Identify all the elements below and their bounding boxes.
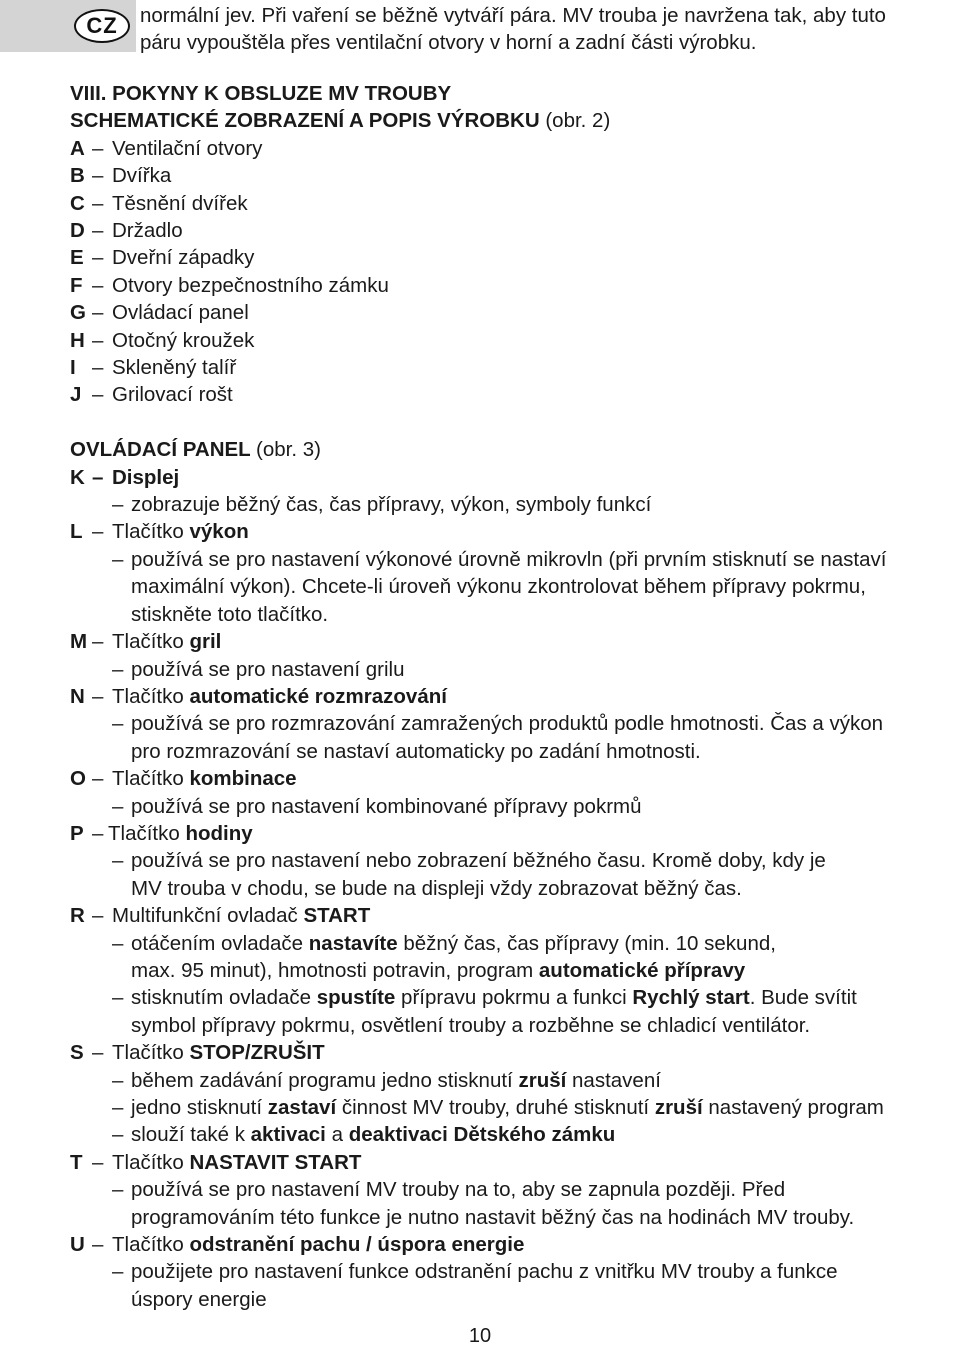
text-run: stisknutím ovladače [131, 986, 312, 1010]
text-run-bold: nastavíte [308, 931, 398, 955]
description-text: používá se pro rozmrazování zamražených produktů podle hmotnosti. Čas a výkon [131, 712, 884, 736]
part-letter: H [70, 328, 85, 352]
text-run: otáčením ovladače [131, 931, 304, 955]
description-text: používá se pro nastavení výkonové úrovně mikrovln (při prvním stisknutí se nastaví [131, 547, 887, 571]
item-description-cont: maximální výkon). Chcete-li úroveň výkonu zkontrolovat během přípravy pokrmu, [131, 575, 866, 599]
item-prefix: Tlačítko [112, 684, 184, 708]
item-description [70, 710, 960, 737]
item-letter: S [70, 1041, 84, 1065]
item-name: START [303, 904, 371, 928]
part-text: Dveřní západky [112, 246, 255, 270]
item-name: výkon [189, 520, 249, 544]
item-dash: – [92, 1233, 104, 1257]
bullet-dash: – [112, 657, 124, 681]
text-run: nastavení [572, 1068, 661, 1092]
section-subtitle-ref: (obr. 2) [545, 109, 611, 133]
item-letter: R [70, 904, 85, 928]
bullet-dash: – [112, 712, 124, 736]
item-dash: – [92, 821, 104, 845]
item-letter: O [70, 767, 86, 791]
item-description [70, 1176, 960, 1203]
text-run: činnost MV trouby, druhé stisknutí [341, 1096, 650, 1120]
bullet-dash: – [112, 493, 124, 517]
text-run-bold: spustíte [316, 986, 396, 1010]
part-dash: – [92, 191, 104, 215]
parts-list [70, 135, 960, 409]
part-item [70, 272, 960, 299]
item-prefix: Tlačítko [112, 630, 184, 654]
part-dash: – [92, 356, 104, 380]
text-run: slouží také k [131, 1123, 245, 1147]
part-text: Ventilační otvory [112, 136, 263, 160]
text-run-bold: zruší [654, 1096, 703, 1120]
item-name: NASTAVIT START [189, 1150, 362, 1174]
item-prefix: Tlačítko [112, 1150, 184, 1174]
item-dash: – [92, 1041, 104, 1065]
part-item [70, 354, 960, 381]
panel-item-m [70, 628, 960, 655]
part-letter: J [70, 383, 82, 407]
bullet-dash: – [112, 547, 124, 571]
item-description [70, 793, 960, 820]
bullet-dash: – [112, 849, 124, 873]
text-run: a [331, 1123, 343, 1147]
item-dash: – [92, 1150, 104, 1174]
item-description-cont: úspory energie [131, 1287, 267, 1311]
text-run-bold: deaktivaci Dětského zámku [348, 1123, 616, 1147]
panel-item-l [70, 518, 960, 545]
item-description [70, 491, 960, 518]
item-letter: L [70, 520, 83, 544]
part-letter: D [70, 219, 85, 243]
item-description-cont [70, 957, 960, 984]
part-text: Držadlo [112, 219, 183, 243]
description-text: zobrazuje běžný čas, čas přípravy, výkon, symboly funkcí [131, 493, 652, 517]
text-run: max. 95 minut), hmotnosti potravin, program [131, 958, 534, 982]
part-letter: A [70, 136, 85, 160]
part-text: Těsnění dvířek [112, 191, 248, 215]
item-dash: – [92, 767, 104, 791]
item-prefix: Tlačítko [112, 1233, 184, 1257]
bullet-dash: – [112, 1260, 124, 1284]
part-dash: – [92, 136, 104, 160]
item-description-cont: pro rozmrazování se nastaví automaticky po zadání hmotnosti. [131, 739, 701, 763]
text-run-bold: automatické přípravy [538, 958, 746, 982]
text-run-bold: Rychlý start [632, 986, 750, 1010]
item-letter: K [70, 465, 85, 489]
part-text: Dvířka [112, 164, 172, 188]
text-run: jedno stisknutí [131, 1096, 263, 1120]
part-dash: – [92, 219, 104, 243]
panel-title-ref: (obr. 3) [256, 438, 321, 462]
part-letter: B [70, 164, 85, 188]
panel-item-s [70, 1039, 960, 1066]
item-letter: M [70, 630, 88, 654]
section-subtitle-text: SCHEMATICKÉ ZOBRAZENÍ A POPIS VÝROBKU [70, 109, 540, 133]
item-dash: – [92, 904, 104, 928]
part-item [70, 381, 960, 408]
item-name: kombinace [189, 767, 297, 791]
section-title: VIII. POKYNY K OBSLUZE MV TROUBY [70, 82, 452, 105]
item-description [70, 1094, 960, 1121]
item-name: hodiny [185, 821, 253, 845]
panel-item-n [70, 683, 960, 710]
part-item [70, 190, 960, 217]
item-prefix: Tlačítko [112, 767, 184, 791]
panel-item-p [70, 820, 960, 847]
item-description [70, 1258, 960, 1285]
panel-item-u [70, 1231, 960, 1258]
item-letter: N [70, 684, 85, 708]
item-dash: – [92, 684, 104, 708]
item-letter: T [70, 1150, 83, 1174]
description-text: používá se pro nastavení MV trouby na to, aby se zapnula později. Před [131, 1178, 786, 1202]
item-name: STOP/ZRUŠIT [189, 1041, 325, 1065]
item-description-cont: programováním této funkce je nutno nastavit běžný čas na hodinách MV trouby. [131, 1205, 855, 1229]
item-description-cont: stiskněte toto tlačítko. [131, 602, 329, 626]
item-description [70, 984, 960, 1011]
panel-title [70, 436, 960, 463]
text-run-bold: zruší [518, 1068, 567, 1092]
part-text: Skleněný talíř [112, 356, 237, 380]
item-description-cont: symbol přípravy pokrmu, osvětlení trouby a rozběhne se chladicí ventilátor. [131, 1013, 811, 1037]
item-name: odstranění pachu / úspora energie [189, 1233, 525, 1257]
part-item [70, 217, 960, 244]
part-item [70, 162, 960, 189]
part-item [70, 299, 960, 326]
description-text: používá se pro nastavení kombinované přípravy pokrmů [131, 794, 642, 818]
part-letter: I [70, 356, 76, 380]
bullet-dash: – [112, 1123, 124, 1147]
part-text: Otvory bezpečnostního zámku [112, 273, 389, 297]
item-name: automatické rozmrazování [189, 684, 447, 708]
part-dash: – [92, 383, 104, 407]
spacer [70, 409, 960, 436]
item-description [70, 1121, 960, 1148]
document-body [70, 80, 960, 1313]
item-prefix: Tlačítko [112, 520, 184, 544]
part-dash: – [92, 164, 104, 188]
item-label: Displej [112, 465, 180, 489]
bullet-dash: – [112, 1178, 124, 1202]
intro-line: normální jev. Při vaření se běžně vytváří pára. MV trouba je navržena tak, aby tuto [140, 4, 886, 27]
part-text: Ovládací panel [112, 301, 249, 325]
bullet-dash: – [112, 794, 124, 818]
part-dash: – [92, 246, 104, 270]
intro-line: páru vypouštěla přes ventilační otvory v horní a zadní části výrobku. [140, 31, 757, 55]
bullet-dash: – [112, 1096, 124, 1120]
item-dash: – [92, 465, 104, 489]
text-run-bold: aktivaci [250, 1123, 326, 1147]
description-text: použijete pro nastavení funkce odstranění pachu z vnitřku MV trouby a funkce [131, 1260, 838, 1284]
item-description-cont: MV trouba v chodu, se bude na displeji vždy zobrazovat běžný čas. [131, 876, 742, 900]
part-letter: F [70, 273, 83, 297]
text-run: nastavený program [708, 1096, 884, 1120]
panel-item-t [70, 1149, 960, 1176]
bullet-dash: – [112, 986, 124, 1010]
item-dash: – [92, 630, 104, 654]
panel-item-r [70, 902, 960, 929]
bullet-dash: – [112, 931, 124, 955]
bullet-dash: – [112, 1068, 124, 1092]
page-number: 10 [468, 1325, 492, 1347]
part-item [70, 135, 960, 162]
item-description [70, 546, 960, 573]
part-dash: – [92, 273, 104, 297]
part-item [70, 244, 960, 271]
part-letter: E [70, 246, 84, 270]
item-description [70, 656, 960, 683]
item-letter: U [70, 1233, 85, 1257]
item-dash: – [92, 520, 104, 544]
text-run: přípravu pokrmu a funkci [401, 986, 627, 1010]
part-text: Grilovací rošt [112, 383, 233, 407]
part-text: Otočný kroužek [112, 328, 255, 352]
text-run: během zadávání programu jedno stisknutí [131, 1068, 513, 1092]
item-description [70, 847, 960, 874]
panel-title-text: OVLÁDACÍ PANEL [70, 438, 251, 462]
text-run: . Bude svítit [749, 986, 857, 1010]
description-text: používá se pro nastavení nebo zobrazení běžného času. Kromě doby, kdy je [131, 849, 826, 873]
panel-item-o [70, 765, 960, 792]
item-name: gril [189, 630, 222, 654]
section-subtitle [70, 107, 960, 134]
part-letter: G [70, 301, 86, 325]
panel-item-k [70, 464, 960, 491]
item-letter: P [70, 821, 84, 845]
language-badge: CZ [74, 9, 130, 43]
text-run-bold: zastaví [267, 1096, 337, 1120]
item-prefix: Multifunkční ovladač [112, 904, 298, 928]
item-description [70, 930, 960, 957]
intro-paragraph [140, 2, 955, 57]
item-prefix: Tlačítko [112, 1041, 184, 1065]
item-description [70, 1067, 960, 1094]
description-text: používá se pro nastavení grilu [131, 657, 405, 681]
part-dash: – [92, 301, 104, 325]
part-dash: – [92, 328, 104, 352]
part-letter: C [70, 191, 85, 215]
item-prefix: Tlačítko [108, 821, 180, 845]
text-run: běžný čas, čas přípravy (min. 10 sekund, [403, 931, 776, 955]
part-item [70, 327, 960, 354]
